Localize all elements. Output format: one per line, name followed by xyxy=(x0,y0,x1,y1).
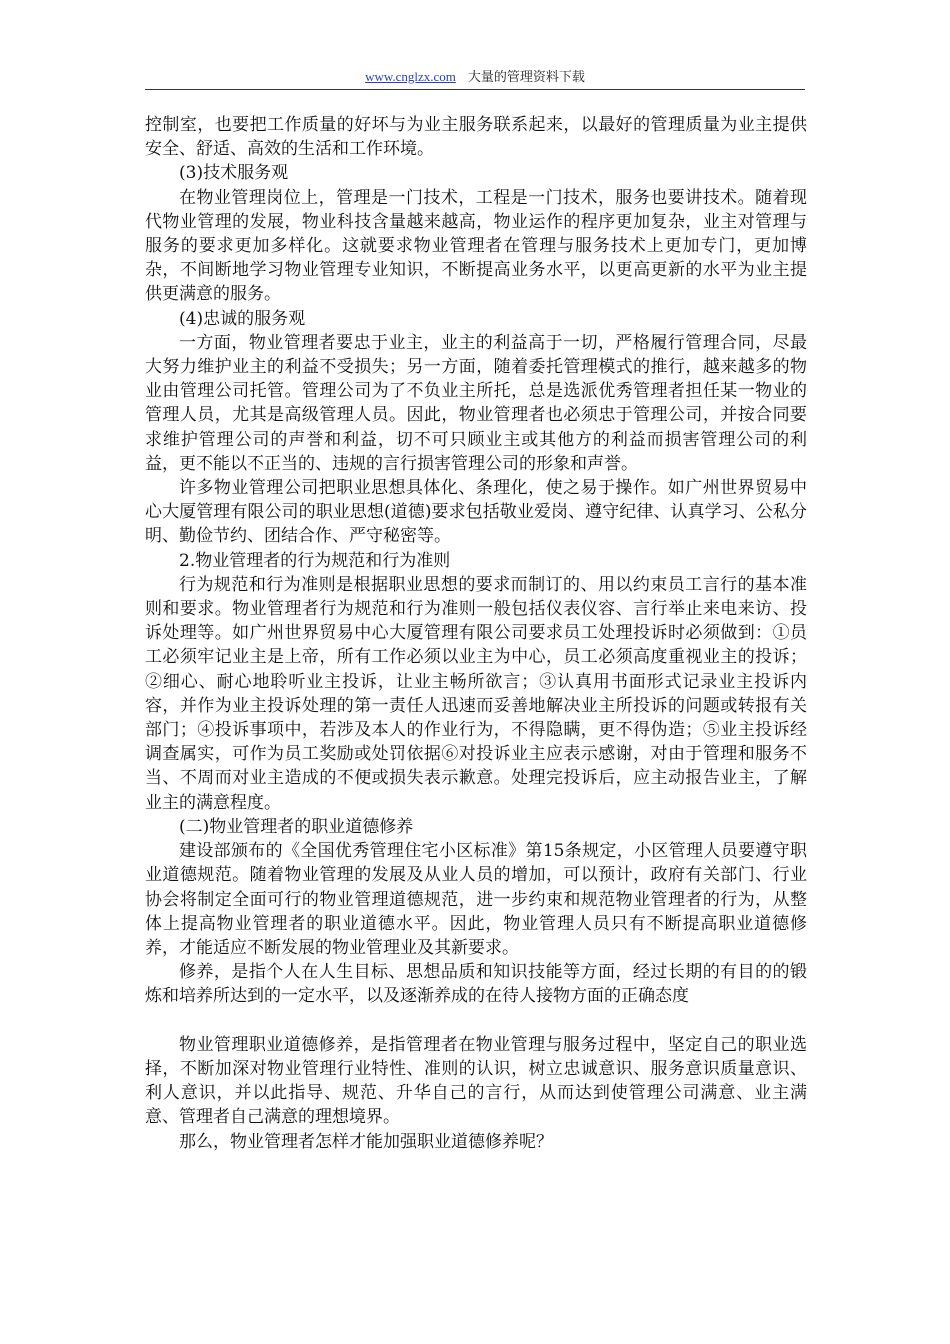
paragraph: 物业管理职业道德修养，是指管理者在物业管理与服务过程中，坚定自己的职业选择，不断加深对物业管理行业特性、准则的认识，树立忠诚意识、服务意识质量意识、利人意识，并以此指导、规范、升华自己的言行，从而达到使管理公司满意、业主满意、管理者自己满意的理想境界。 xyxy=(145,1034,807,1128)
paragraph: 建设部颁布的《全国优秀管理住宅小区标准》第15条规定，小区管理人员要遵守职业道德规范。随着物业管理的发展及从业人员的增加，可以预计，政府有关部门、行业协会将制定全面可行的物业管理道德规范，进一步约束和规范物业管理者的行为，从整体上提高物业管理者的职业道德水平。因此，物业管理人员只有不断提高职业道德修养，才能适应不断发展的物业管理业及其新要求。 xyxy=(145,841,807,958)
page-header xyxy=(145,66,805,88)
section-heading-ethics-cultivation: (二)物业管理者的职业道德修养 xyxy=(179,816,414,837)
header-tagline: 大量的管理资料下载 xyxy=(467,70,585,85)
header-divider xyxy=(145,89,805,90)
blank-line xyxy=(145,1009,807,1033)
paragraph: 在物业管理岗位上，管理是一门技术，工程是一门技术，服务也要讲技术。随着现代物业管理的发展，物业科技含量越来越高，物业运作的程序更加复杂，业主对管理与服务的要求更加多样化。这就要求物业管理者在管理与服务技术上更加专门，更加博杂，不间断地学习物业管理专业知识，不断提高业务水平，以更高更新的水平为业主提供更满意的服务。 xyxy=(145,187,807,305)
paragraph: 许多物业管理公司把职业思想具体化、条理化，使之易于操作。如广州世界贸易中心大厦管理有限公司的职业思想(道德)要求包括敬业爱岗、遵守纪律、认真学习、公私分明、勤俭节约、团结合作、严守秘密等。 xyxy=(145,478,807,547)
paragraph: 那么，物业管理者怎样才能加强职业道德修养呢？ xyxy=(179,1131,553,1152)
website-link[interactable]: www.cnglzx.com xyxy=(365,69,456,84)
subheading-loyal-service: (4)忠诚的服务观 xyxy=(179,308,306,329)
document-body xyxy=(145,113,807,1154)
paragraph: 修养，是指个人在人生目标、思想品质和知识技能等方面，经过长期的有目的的锻炼和培养所达到的一定水平，以及逐渐养成的在待人接物方面的正确态度 xyxy=(145,962,807,1007)
paragraph: 一方面，物业管理者要忠于业主，业主的利益高于一切，严格履行管理合同，尽最大努力维护业主的利益不受损失；另一方面，随着委托管理模式的推行，越来越多的物业由管理公司托管。管理公司为了不负业主所托，总是选派优秀管理者担任某一物业的管理人员，尤其是高级管理人员。因此，物业管理者也必须忠于管理公司，并按合同要求维护管理公司的声誉和利益，切不可只顾业主或其他方的利益而损害管理公司的利益，更不能以不正当的、违规的言行损害管理公司的形象和声誉。 xyxy=(145,332,807,474)
subheading-technical-service: (3)技术服务观 xyxy=(179,163,289,184)
subheading-code-of-conduct: 2.物业管理者的行为规范和行为准则 xyxy=(179,550,451,571)
paragraph-continued: 控制室，也要把工作质量的好坏与为业主服务联系起来，以最好的管理质量为业主提供安全、舒适、高效的生活和工作环境。 xyxy=(145,115,807,160)
paragraph: 行为规范和行为准则是根据职业思想的要求而制订的、用以约束员工言行的基本准则和要求。物业管理者行为规范和行为准则一般包括仪表仪容、言行举止来电来访、投诉处理等。如广州世界贸易中心大厦管理有限公司要求员工处理投诉时必须做到：①员工必须牢记业主是上帝，所有工作必须以业主为中心，员工必须高度重视业主的投诉；②细心、耐心地聆听业主投诉，让业主畅所欲言；③认真用书面形式记录业主投诉内容，并作为业主投诉处理的第一责任人迅速而妥善地解决业主所投诉的问题或转报有关部门；④投诉事项中，若涉及本人的作业行为，不得隐瞒，更不得伪造；⑤业主投诉经调查属实，可作为员工奖励或处罚依据⑥对投诉业主应表示感谢，对由于管理和服务不当、不周而对业主造成的不便或损失表示歉意。处理完投诉后，应主动报告业主，了解业主的满意程度。 xyxy=(145,574,807,813)
